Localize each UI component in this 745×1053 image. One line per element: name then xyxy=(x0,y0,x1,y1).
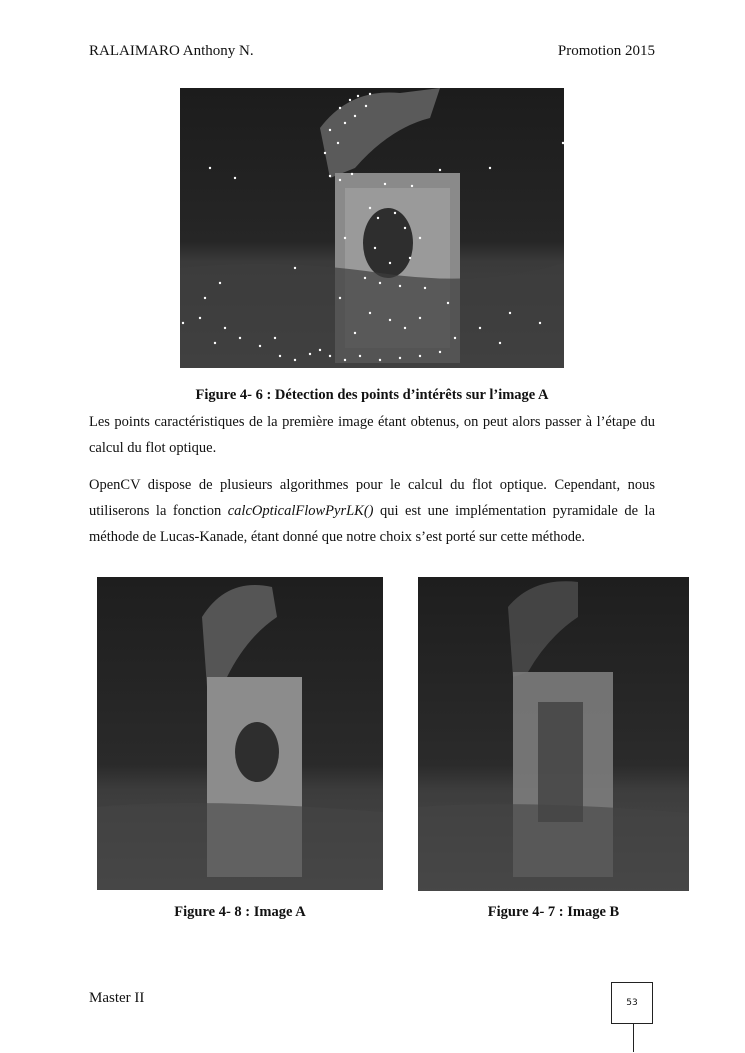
image-b-photo-illustration xyxy=(418,577,689,891)
header-author: RALAIMARO Anthony N. xyxy=(89,43,254,59)
function-name: calcOpticalFlowPyrLK() xyxy=(227,503,374,519)
figure-image-a xyxy=(97,577,383,890)
page-number-connector-line xyxy=(633,1024,634,1052)
page-number-box xyxy=(611,982,653,1024)
figure-interest-points-image xyxy=(180,88,564,368)
paragraph-2 xyxy=(89,472,655,550)
interest-points-photo-illustration xyxy=(180,88,564,368)
figure-caption-image-b: Figure 4- 7 : Image B xyxy=(487,904,620,920)
figure-image-b xyxy=(418,577,689,891)
header-promotion: Promotion 2015 xyxy=(557,43,655,59)
paragraph-2-text-start: OpenCV dispose de plusieurs algorithmes pour le calcul du flot optique. Cependant, nous utiliserons la fonction xyxy=(89,477,655,519)
figure-caption-interest-points: Figure 4- 6 : Détection des points d’intérêts sur l’image A xyxy=(195,387,549,403)
page-number: 53 xyxy=(626,998,638,1008)
paragraph-2-text-end: qui est une implémentation pyramidale de la méthode de Lucas-Kanade, étant donné que notre choix s’est porté sur cette méthode. xyxy=(89,503,656,545)
paragraph-1: Les points caractéristiques de la première image étant obtenus, on peut alors passer à l’étape du calcul du flot optique. xyxy=(89,414,655,456)
footer-label: Master II xyxy=(89,990,145,1006)
figure-caption-image-a: Figure 4- 8 : Image A xyxy=(174,904,306,920)
image-a-photo-illustration xyxy=(97,577,383,890)
